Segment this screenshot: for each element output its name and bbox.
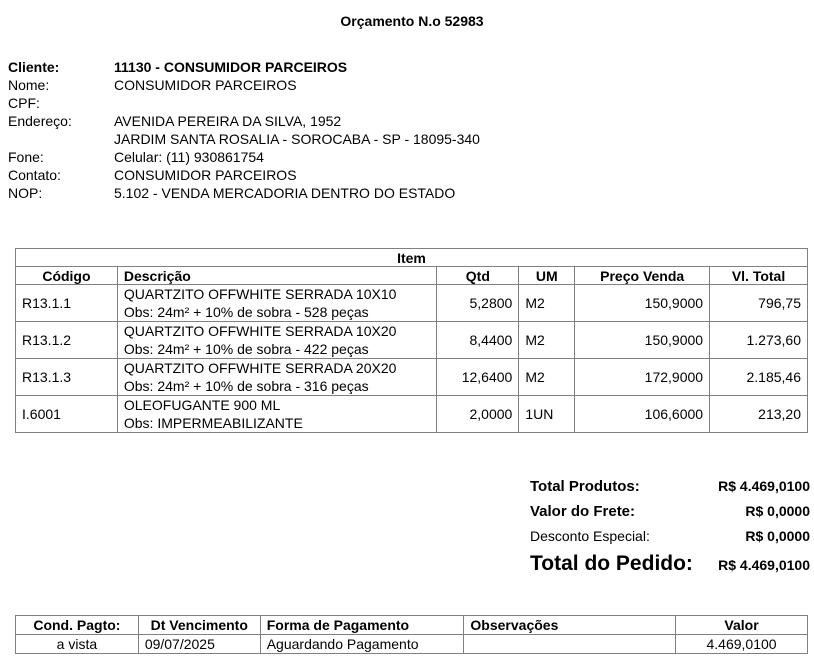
- table-row: [16, 285, 808, 322]
- col-header-preco: Preço Venda: [575, 267, 710, 285]
- cell-qtd: 8,4400: [437, 322, 519, 359]
- cell-cond: a vista: [16, 635, 139, 654]
- col-header-codigo: Código: [16, 267, 118, 285]
- total-pedido-row: [530, 551, 810, 578]
- col-header-vencimento: Dt Vencimento: [138, 616, 260, 635]
- items-group-header: Item: [16, 249, 808, 267]
- cell-obs: [464, 635, 676, 654]
- cell-um: M2: [519, 359, 575, 396]
- cell-forma: Aguardando Pagamento: [260, 635, 464, 654]
- col-header-total: Vl. Total: [710, 267, 808, 285]
- frete-row: [530, 501, 810, 526]
- client-info: [8, 58, 480, 202]
- contact-row: [8, 166, 480, 184]
- nop-value: 5.102 - VENDA MERCADORIA DENTRO DO ESTADO: [114, 185, 456, 201]
- nop-row: [8, 184, 480, 202]
- table-row: [16, 396, 808, 433]
- name-row: [8, 76, 480, 94]
- col-header-um: UM: [519, 267, 575, 285]
- table-row: [16, 322, 808, 359]
- cell-preco: 150,9000: [575, 285, 710, 322]
- cell-preco: 172,9000: [575, 359, 710, 396]
- cell-preco: 150,9000: [575, 322, 710, 359]
- cell-vencimento: 09/07/2025: [138, 635, 260, 654]
- name-label: Nome:: [8, 77, 50, 93]
- phone-row: [8, 148, 480, 166]
- contact-value: CONSUMIDOR PARCEIROS: [114, 167, 297, 183]
- cpf-row: [8, 94, 480, 112]
- item-obs: Obs: 24m² + 10% de sobra - 528 peças: [123, 304, 369, 320]
- items-group-header-row: [16, 249, 808, 267]
- items-header-row: [16, 267, 808, 285]
- cell-codigo: R13.1.2: [16, 322, 118, 359]
- phone-value: Celular: (11) 930861754: [114, 149, 264, 165]
- items-table: [15, 248, 808, 433]
- total-produtos-row: [530, 476, 810, 501]
- contact-label: Contato:: [8, 167, 61, 183]
- cell-descricao: [117, 322, 437, 359]
- desconto-row: [530, 526, 810, 551]
- address-row: [8, 112, 480, 130]
- payment-table: [15, 615, 808, 654]
- item-description: OLEOFUGANTE 900 ML: [123, 397, 281, 413]
- frete-value: R$ 0,0000: [745, 503, 810, 519]
- cell-codigo: I.6001: [16, 396, 118, 433]
- client-label: Cliente:: [8, 59, 60, 75]
- item-obs: Obs: IMPERMEABILIZANTE: [123, 415, 303, 431]
- client-row: [8, 58, 480, 76]
- total-produtos-label: Total Produtos:: [530, 478, 640, 495]
- address-line1: AVENIDA PEREIRA DA SILVA, 1952: [114, 113, 342, 129]
- address-line2: JARDIM SANTA ROSALIA - SOROCABA - SP - 18095-340: [114, 131, 480, 147]
- cell-total: 2.185,46: [710, 359, 808, 396]
- cell-descricao: [117, 285, 437, 322]
- cell-total: 1.273,60: [710, 322, 808, 359]
- cell-um: M2: [519, 285, 575, 322]
- item-description: QUARTZITO OFFWHITE SERRADA 10X10: [123, 286, 397, 302]
- cell-um: M2: [519, 322, 575, 359]
- cpf-label: CPF:: [8, 95, 40, 111]
- address-label: Endereço:: [8, 113, 72, 129]
- col-header-valor: Valor: [676, 616, 808, 635]
- cell-qtd: 2,0000: [437, 396, 519, 433]
- cell-total: 213,20: [710, 396, 808, 433]
- cell-um: 1UN: [519, 396, 575, 433]
- item-description: QUARTZITO OFFWHITE SERRADA 20X20: [123, 360, 397, 376]
- table-row: [16, 359, 808, 396]
- cell-qtd: 5,2800: [437, 285, 519, 322]
- cell-qtd: 12,6400: [437, 359, 519, 396]
- cell-valor: 4.469,0100: [676, 635, 808, 654]
- address-label-blank: [8, 130, 114, 148]
- cell-total: 796,75: [710, 285, 808, 322]
- cell-codigo: R13.1.3: [16, 359, 118, 396]
- name-value: CONSUMIDOR PARCEIROS: [114, 77, 297, 93]
- document-title: Orçamento N.o 52983: [340, 13, 484, 29]
- col-header-obs: Observações: [464, 616, 676, 635]
- cell-descricao: [117, 359, 437, 396]
- item-description: QUARTZITO OFFWHITE SERRADA 10X20: [123, 323, 397, 339]
- phone-label: Fone:: [8, 149, 44, 165]
- item-obs: Obs: 24m² + 10% de sobra - 422 peças: [123, 341, 369, 357]
- total-produtos-value: R$ 4.469,0100: [718, 478, 810, 494]
- table-row: [16, 635, 808, 654]
- cell-descricao: [117, 396, 437, 433]
- total-pedido-label: Total do Pedido:: [530, 552, 693, 575]
- col-header-forma: Forma de Pagamento: [260, 616, 464, 635]
- nop-label: NOP:: [8, 185, 43, 201]
- col-header-cond: Cond. Pagto:: [16, 616, 139, 635]
- frete-label: Valor do Frete:: [530, 503, 636, 520]
- cell-preco: 106,6000: [575, 396, 710, 433]
- totals-block: [530, 476, 810, 578]
- cell-codigo: R13.1.1: [16, 285, 118, 322]
- col-header-descricao: Descrição: [117, 267, 437, 285]
- col-header-qtd: Qtd: [437, 267, 519, 285]
- item-obs: Obs: 24m² + 10% de sobra - 316 peças: [123, 378, 369, 394]
- total-pedido-value: R$ 4.469,0100: [718, 557, 810, 573]
- desconto-value: R$ 0,0000: [745, 528, 810, 544]
- payment-header-row: [16, 616, 808, 635]
- address-row-2: [8, 130, 480, 148]
- client-value: 11130 - CONSUMIDOR PARCEIROS: [114, 59, 348, 75]
- desconto-label: Desconto Especial:: [530, 528, 650, 544]
